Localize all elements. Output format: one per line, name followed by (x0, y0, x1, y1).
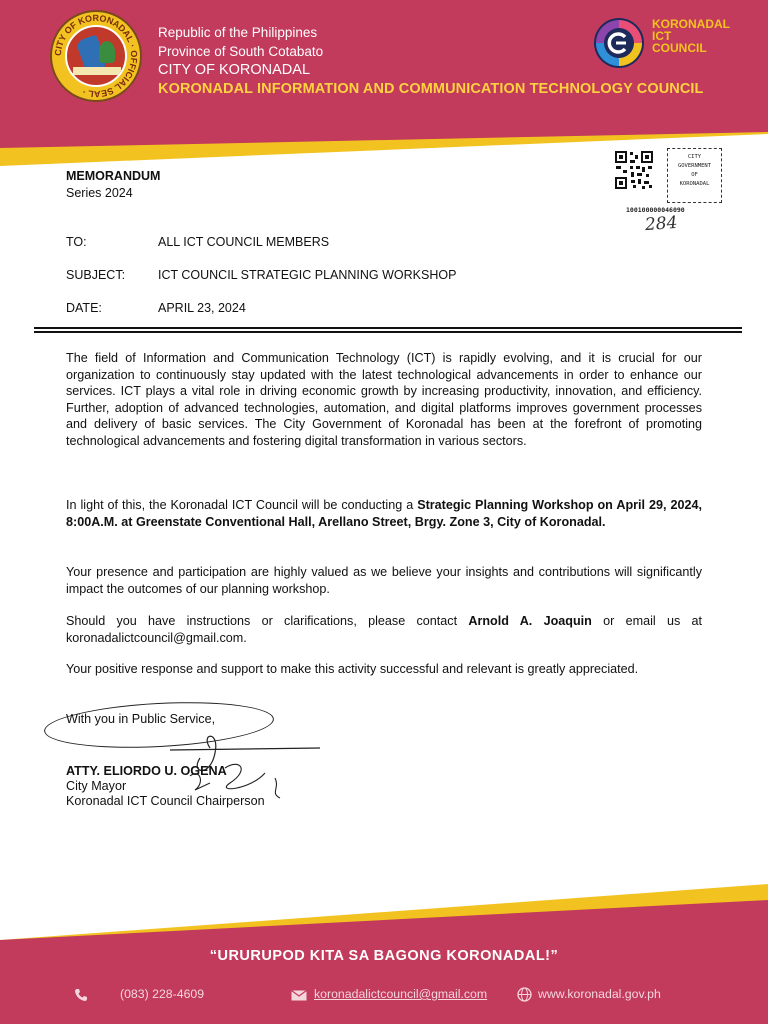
body-paragraph-4 (66, 613, 702, 646)
city-line: CITY OF KORONADAL (158, 62, 311, 78)
email-icon (291, 990, 307, 1001)
event-details: Strategic Planning Workshop on April 29, 2024, 8:00A.M. at Greenstate Conventional Hall, Arellano Street, Brgy. Zone 3, City of Koronadal. (66, 498, 703, 529)
body-paragraph-5: Your positive response and support to make this activity successful and relevant is greatly appreciated. (66, 662, 639, 676)
memo-title: MEMORANDUM (66, 169, 161, 183)
republic-line: Republic of the Philippines (158, 25, 318, 40)
ict-council-logo-text (652, 18, 730, 54)
logo-line-3: COUNCIL (652, 41, 707, 55)
ict-council-logo-icon (592, 16, 646, 70)
receiving-stamp (667, 148, 722, 203)
logo-line-2: ICT (652, 29, 672, 43)
province-line: Province of South Cotabato (158, 44, 324, 59)
footer-website[interactable]: www.koronadal.gov.ph (538, 987, 661, 1001)
p4-email: or email us at koronadalictcouncil@gmail.com. (66, 614, 703, 645)
phone-icon (74, 988, 88, 1002)
subject-label: SUBJECT: (66, 268, 126, 282)
contact-person: Arnold A. Joaquin (468, 614, 592, 628)
handwritten-number: 284 (644, 212, 679, 236)
body-paragraph-3: Your presence and participation are highly valued as we believe your insights and contributions will significantly impact the outcomes of our planning workshop. (66, 565, 702, 596)
memo-series: Series 2024 (66, 186, 133, 200)
subject-value: ICT COUNCIL STRATEGIC PLANNING WORKSHOP (158, 268, 457, 282)
stamp-line-2: GOVERNMENT (677, 163, 712, 169)
city-seal-logo (50, 10, 142, 102)
divider-line (34, 327, 742, 329)
seal-text: CITY OF KORONADAL · OFFICIAL SEAL · (52, 12, 140, 100)
p4-text: Should you have instructions or clarifications, please contact (66, 614, 469, 628)
to-label: TO: (66, 235, 87, 249)
date-value: APRIL 23, 2024 (158, 301, 246, 315)
stamp-line-1: CITY (687, 154, 702, 160)
body-paragraph-1: The field of Information and Communication Technology (ICT) is rapidly evolving, and it is crucial for our organization to continuously stay updated with the latest technological advancements in order to enhance our services. ICT plays a vital role in driving economic growth by increasing productivity, innovation, and efficiency. Further, adoption of advanced technologies, automation, and digital platforms improves government processes and delivery of basic services. The City Government of Koronadal has been at the forefront of promoting technological advancements and fostering digital transformation in various sectors. (66, 351, 702, 448)
signer-title-2: Koronadal ICT Council Chairperson (66, 794, 265, 808)
globe-icon (517, 987, 532, 1002)
body-paragraph-2 (66, 497, 702, 530)
stamp-line-3: OF (691, 172, 698, 178)
logo-line-1: KORONADAL (652, 17, 730, 31)
closing-line: With you in Public Service, (66, 712, 216, 726)
date-label: DATE: (66, 301, 102, 315)
tracking-number: 100100000046090 (626, 206, 685, 214)
footer-phone: (083) 228-4609 (120, 987, 205, 1001)
to-value: ALL ICT COUNCIL MEMBERS (158, 235, 330, 249)
divider-line (34, 331, 742, 333)
footer-email-link[interactable] (314, 987, 487, 1001)
footer-email[interactable]: koronadalictcouncil@gmail.com (314, 987, 488, 1001)
council-name: KORONADAL INFORMATION AND COMMUNICATION TECHNOLOGY COUNCIL (158, 81, 704, 97)
qr-code-icon (614, 150, 654, 190)
footer-slogan: “URURUPOD KITA SA BAGONG KORONADAL!” (209, 948, 559, 964)
signer-title: City Mayor (66, 779, 127, 793)
signer-name: ATTY. ELIORDO U. OGENA (66, 764, 227, 778)
stamp-line-4: KORONADAL (679, 181, 710, 187)
p2-text: In light of this, the Koronadal ICT Council will be conducting a (66, 498, 418, 512)
